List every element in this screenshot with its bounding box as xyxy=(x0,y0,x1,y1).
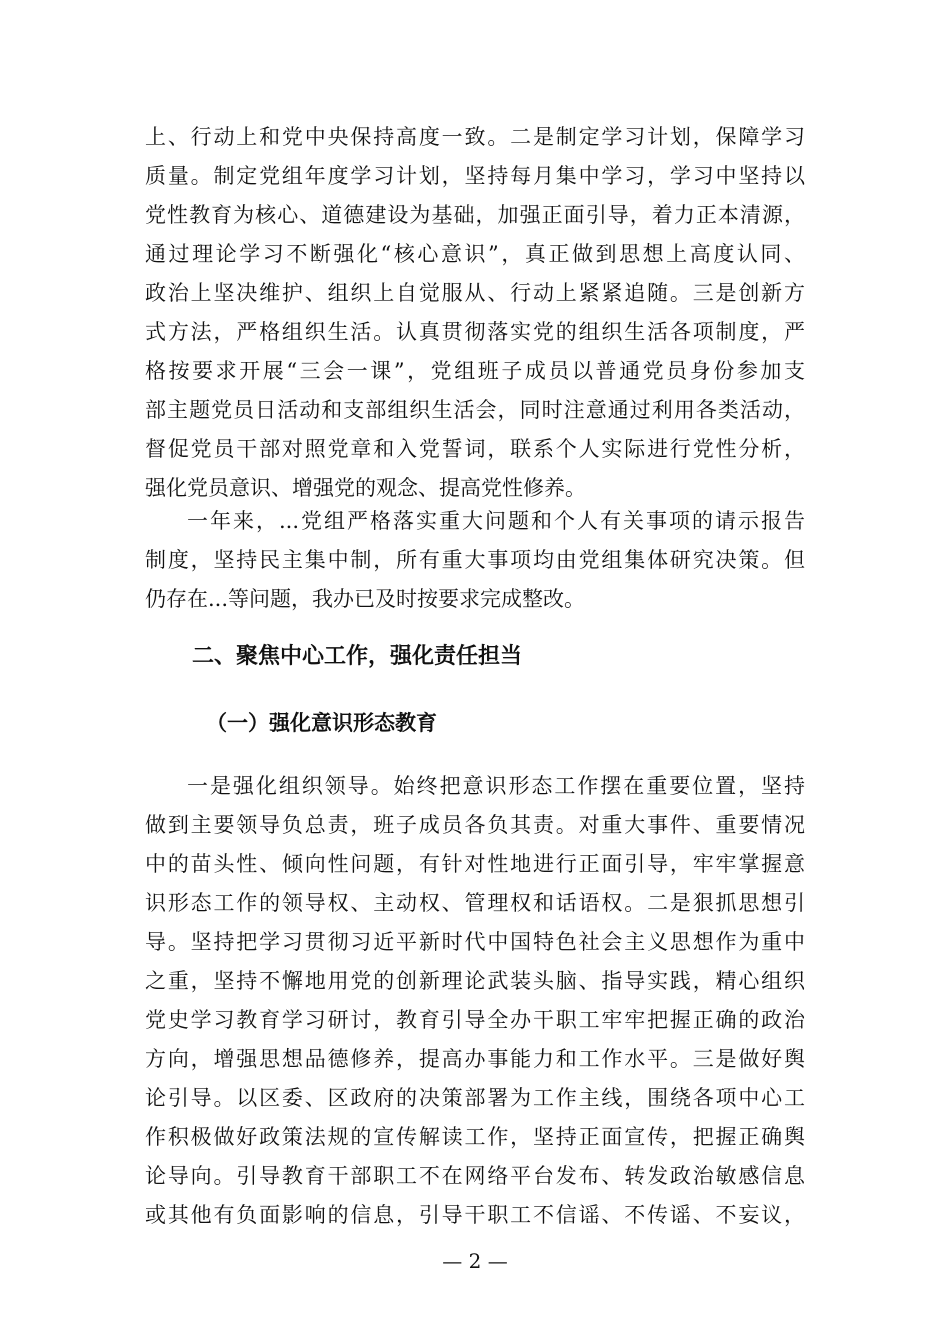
paragraph-line: 仍存在...等问题，我办已及时按要求完成整改。 xyxy=(145,587,586,611)
paragraph-line: 上、行动上和党中央保持高度一致。二是制定学习计划，保障学习 xyxy=(145,125,805,149)
paragraph-line: 作积极做好政策法规的宣传解读工作，坚持正面宣传，把握正确舆 xyxy=(145,1125,805,1149)
paragraph-line: 方向，增强思想品德修养，提高办事能力和工作水平。三是做好舆 xyxy=(145,1047,805,1071)
paragraph-line: 强化党员意识、增强党的观念、提高党性修养。 xyxy=(145,476,586,500)
paragraph-line: 督促党员干部对照党章和入党誓词，联系个人实际进行党性分析， xyxy=(145,437,805,461)
paragraph-line: 之重，坚持不懈地用党的创新理论武装头脑、指导实践，精心组织 xyxy=(145,969,805,993)
section-heading: 二、聚焦中心工作，强化责任担当 xyxy=(192,644,523,669)
paragraph-line: 论引导。以区委、区政府的决策部署为工作主线，围绕各项中心工 xyxy=(145,1086,805,1110)
paragraph-line: 部主题党员日活动和支部组织生活会，同时注意通过利用各类活动， xyxy=(145,398,805,422)
subsection-heading: （一）强化意识形态教育 xyxy=(206,710,437,735)
paragraph-line: 做到主要领导负总责，班子成员各负其责。对重大事件、重要情况 xyxy=(145,813,805,837)
paragraph-line: 党史学习教育学习研讨，教育引导全办干职工牢牢把握正确的政治 xyxy=(145,1008,805,1032)
paragraph-line: 质量。制定党组年度学习计划，坚持每月集中学习，学习中坚持以 xyxy=(145,164,805,188)
paragraph-ideology-education xyxy=(145,767,805,1235)
paragraph-line: 制度，坚持民主集中制，所有重大事项均由党组集体研究决策。但 xyxy=(145,548,805,572)
paragraph-line: 式方法，严格组织生活。认真贯彻落实党的组织生活各项制度，严 xyxy=(145,320,805,344)
paragraph-line: 导。坚持把学习贯彻习近平新时代中国特色社会主义思想作为重中 xyxy=(145,930,805,954)
page-number: — 2 — xyxy=(442,1249,508,1273)
paragraph-line: 一是强化组织领导。始终把意识形态工作摆在重要位置，坚持 xyxy=(187,774,805,798)
paragraph-line: 党性教育为核心、道德建设为基础，加强正面引导，着力正本清源， xyxy=(145,203,805,227)
paragraph-annual-summary xyxy=(145,502,805,619)
paragraph-line: 一年来，...党组严格落实重大问题和个人有关事项的请示报告 xyxy=(187,509,805,533)
paragraph-line: 论导向。引导教育干部职工不在网络平台发布、转发政治敏感信息 xyxy=(145,1164,805,1188)
paragraph-line: 识形态工作的领导权、主动权、管理权和话语权。二是狠抓思想引 xyxy=(145,891,805,915)
paragraph-line: 通过理论学习不断强化“核心意识”，真正做到思想上高度认同、 xyxy=(145,242,805,266)
paragraph-line: 格按要求开展“三会一课”，党组班子成员以普通党员身份参加支 xyxy=(145,359,805,383)
paragraph-line: 中的苗头性、倾向性问题，有针对性地进行正面引导，牢牢掌握意 xyxy=(145,852,805,876)
paragraph-party-study xyxy=(145,118,805,508)
paragraph-line: 政治上坚决维护、组织上自觉服从、行动上紧紧追随。三是创新方 xyxy=(145,281,805,305)
paragraph-line: 或其他有负面影响的信息，引导干职工不信谣、不传谣、不妄议， xyxy=(145,1203,805,1227)
